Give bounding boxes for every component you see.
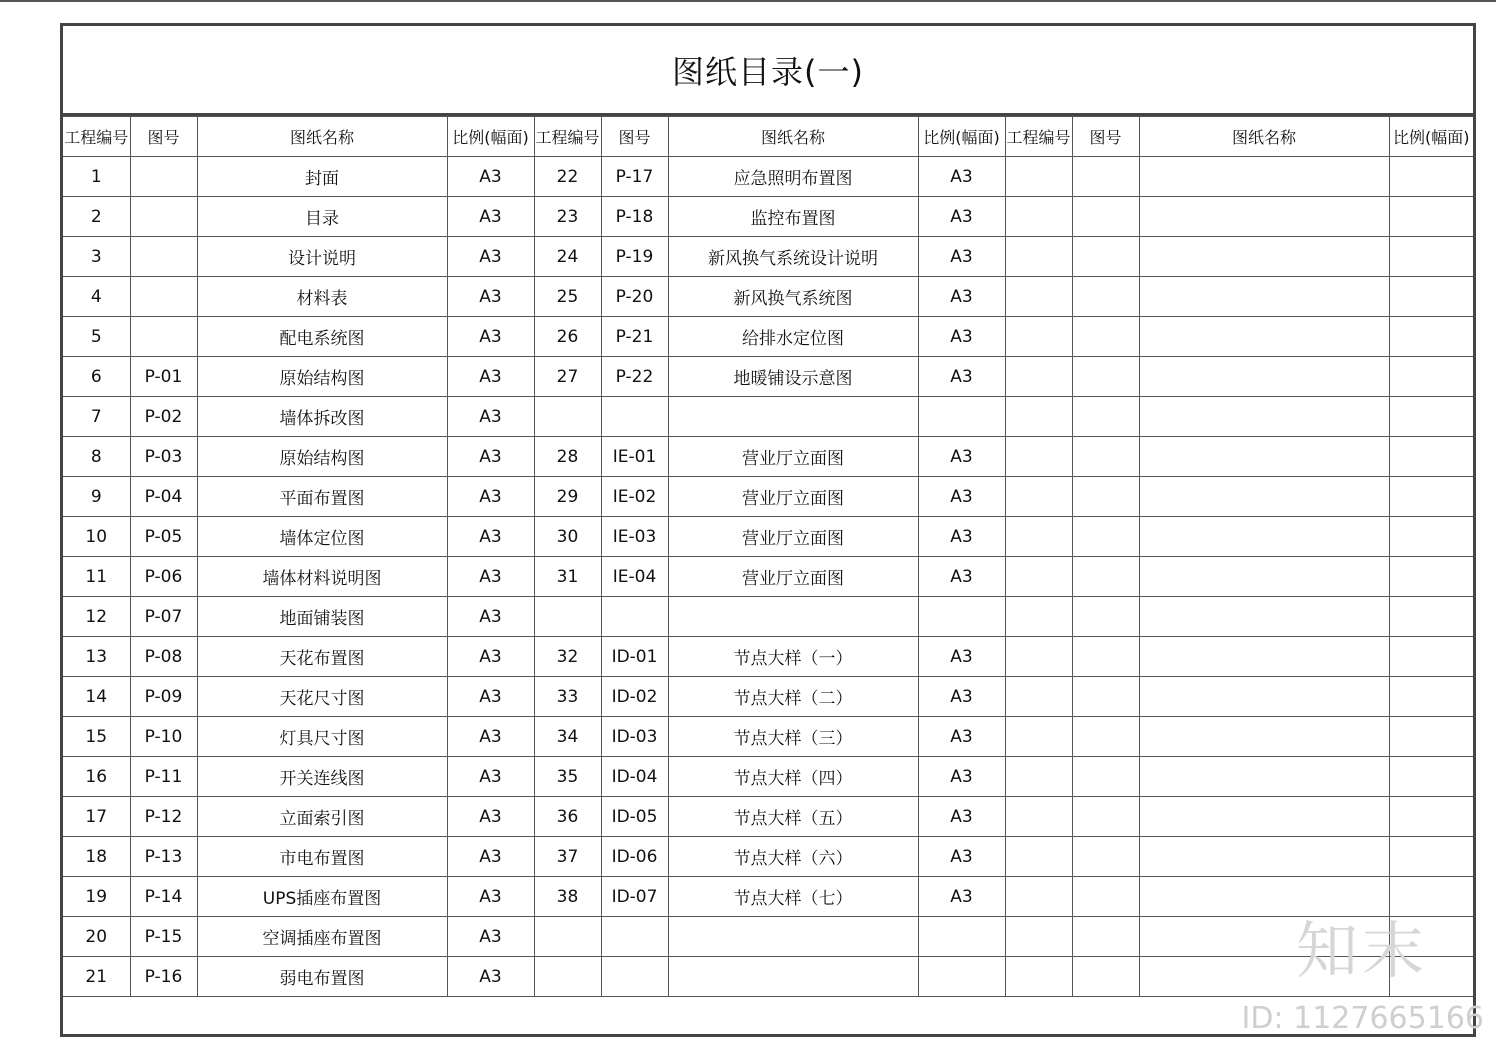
project-number-cell <box>1005 437 1072 477</box>
drawing-name-cell <box>1139 197 1389 237</box>
table-row <box>63 757 1473 797</box>
project-number-cell <box>1005 637 1072 677</box>
drawing-name-cell: 地面铺装图 <box>197 597 447 637</box>
drawing-name-cell: 封面 <box>197 157 447 197</box>
scale-cell <box>1389 397 1473 437</box>
drawing-name-cell: 天花尺寸图 <box>197 677 447 717</box>
table-header-row <box>63 117 1473 157</box>
project-number-cell: 6 <box>63 357 130 397</box>
scale-cell <box>1389 317 1473 357</box>
drawing-name-cell <box>1139 717 1389 757</box>
project-number-cell: 30 <box>534 517 601 557</box>
drawing-name-cell <box>1139 837 1389 877</box>
drawing-number-cell: P-09 <box>130 677 197 717</box>
drawing-name-cell: 设计说明 <box>197 237 447 277</box>
project-number-cell: 19 <box>63 877 130 917</box>
drawing-name-cell: 节点大样（四） <box>668 757 918 797</box>
drawing-name-cell: 材料表 <box>197 277 447 317</box>
scale-cell <box>1389 717 1473 757</box>
scale-cell: A3 <box>447 677 534 717</box>
scale-cell: A3 <box>447 717 534 757</box>
table-row <box>63 397 1473 437</box>
drawing-name-cell <box>1139 517 1389 557</box>
scale-cell: A3 <box>918 517 1005 557</box>
scale-cell <box>1389 477 1473 517</box>
project-number-cell <box>1005 957 1072 997</box>
project-number-cell <box>1005 597 1072 637</box>
column-header: 比例(幅面) <box>1389 117 1473 157</box>
project-number-cell <box>1005 837 1072 877</box>
scale-cell: A3 <box>918 237 1005 277</box>
scale-cell: A3 <box>918 357 1005 397</box>
title-block <box>63 26 1473 116</box>
drawing-number-cell <box>130 237 197 277</box>
column-header: 比例(幅面) <box>447 117 534 157</box>
scale-cell <box>1389 557 1473 597</box>
project-number-cell: 11 <box>63 557 130 597</box>
drawing-number-cell: P-14 <box>130 877 197 917</box>
project-number-cell: 10 <box>63 517 130 557</box>
scale-cell: A3 <box>447 637 534 677</box>
scale-cell: A3 <box>918 677 1005 717</box>
scale-cell: A3 <box>918 277 1005 317</box>
scale-cell <box>1389 437 1473 477</box>
drawing-number-cell <box>1072 157 1139 197</box>
drawing-name-cell: 节点大样（三） <box>668 717 918 757</box>
drawing-name-cell <box>1139 637 1389 677</box>
project-number-cell: 26 <box>534 317 601 357</box>
drawing-number-cell: ID-07 <box>601 877 668 917</box>
table-row <box>63 237 1473 277</box>
drawing-name-cell: 新风换气系统图 <box>668 277 918 317</box>
drawing-number-cell <box>130 197 197 237</box>
scale-cell: A3 <box>918 317 1005 357</box>
drawing-name-cell: 墙体材料说明图 <box>197 557 447 597</box>
drawing-number-cell: IE-03 <box>601 517 668 557</box>
project-number-cell: 4 <box>63 277 130 317</box>
drawing-name-cell: 配电系统图 <box>197 317 447 357</box>
column-header: 工程编号 <box>534 117 601 157</box>
table-row <box>63 957 1473 997</box>
project-number-cell <box>1005 557 1072 597</box>
drawing-number-cell: P-13 <box>130 837 197 877</box>
project-number-cell: 13 <box>63 637 130 677</box>
drawing-name-cell <box>1139 557 1389 597</box>
drawing-number-cell <box>1072 517 1139 557</box>
drawing-name-cell: 市电布置图 <box>197 837 447 877</box>
column-header: 工程编号 <box>63 117 130 157</box>
drawing-number-cell <box>1072 277 1139 317</box>
drawing-number-cell <box>130 157 197 197</box>
drawing-name-cell: 给排水定位图 <box>668 317 918 357</box>
project-number-cell <box>1005 797 1072 837</box>
project-number-cell: 12 <box>63 597 130 637</box>
drawing-name-cell: 营业厅立面图 <box>668 557 918 597</box>
drawing-number-cell <box>1072 557 1139 597</box>
scale-cell: A3 <box>918 197 1005 237</box>
drawing-name-cell: 节点大样（一） <box>668 637 918 677</box>
drawing-number-cell <box>1072 717 1139 757</box>
drawing-number-cell: P-12 <box>130 797 197 837</box>
drawing-name-cell: 应急照明布置图 <box>668 157 918 197</box>
drawing-name-cell: 弱电布置图 <box>197 957 447 997</box>
drawing-name-cell: 平面布置图 <box>197 477 447 517</box>
project-number-cell: 25 <box>534 277 601 317</box>
project-number-cell: 3 <box>63 237 130 277</box>
project-number-cell: 33 <box>534 677 601 717</box>
drawing-number-cell <box>1072 957 1139 997</box>
project-number-cell: 34 <box>534 717 601 757</box>
drawing-name-cell <box>668 957 918 997</box>
watermark-logo: 知末 <box>1295 914 1428 987</box>
column-header: 图纸名称 <box>668 117 918 157</box>
scale-cell: A3 <box>447 797 534 837</box>
project-number-cell <box>534 917 601 957</box>
drawing-number-cell <box>130 277 197 317</box>
drawing-number-cell: IE-02 <box>601 477 668 517</box>
drawing-name-cell <box>1139 797 1389 837</box>
drawing-sheet <box>60 23 1476 1037</box>
drawing-number-cell <box>1072 357 1139 397</box>
project-number-cell <box>1005 397 1072 437</box>
project-number-cell: 9 <box>63 477 130 517</box>
project-number-cell: 2 <box>63 197 130 237</box>
table-row <box>63 317 1473 357</box>
scale-cell: A3 <box>447 477 534 517</box>
table-row <box>63 277 1473 317</box>
drawing-number-cell: P-02 <box>130 397 197 437</box>
drawing-name-cell <box>668 917 918 957</box>
drawing-number-cell: ID-02 <box>601 677 668 717</box>
project-number-cell <box>1005 677 1072 717</box>
scale-cell: A3 <box>447 397 534 437</box>
drawing-name-cell: 新风换气系统设计说明 <box>668 237 918 277</box>
drawing-number-cell: P-06 <box>130 557 197 597</box>
scale-cell <box>1389 597 1473 637</box>
scale-cell: A3 <box>918 797 1005 837</box>
drawing-number-cell: ID-04 <box>601 757 668 797</box>
project-number-cell <box>1005 517 1072 557</box>
scale-cell <box>918 917 1005 957</box>
scale-cell <box>918 397 1005 437</box>
table-row <box>63 637 1473 677</box>
project-number-cell: 36 <box>534 797 601 837</box>
table-row <box>63 517 1473 557</box>
table-row <box>63 917 1473 957</box>
project-number-cell <box>534 597 601 637</box>
drawing-number-cell: IE-01 <box>601 437 668 477</box>
scale-cell <box>1389 637 1473 677</box>
scale-cell: A3 <box>447 237 534 277</box>
table-row <box>63 357 1473 397</box>
drawing-name-cell: 灯具尺寸图 <box>197 717 447 757</box>
project-number-cell: 28 <box>534 437 601 477</box>
project-number-cell: 38 <box>534 877 601 917</box>
drawing-number-cell: ID-06 <box>601 837 668 877</box>
scale-cell <box>1389 157 1473 197</box>
project-number-cell: 29 <box>534 477 601 517</box>
drawing-number-cell: P-22 <box>601 357 668 397</box>
drawing-catalog-table <box>63 116 1473 997</box>
drawing-number-cell: P-03 <box>130 437 197 477</box>
project-number-cell: 23 <box>534 197 601 237</box>
scale-cell: A3 <box>447 157 534 197</box>
project-number-cell <box>534 957 601 997</box>
project-number-cell: 8 <box>63 437 130 477</box>
scale-cell: A3 <box>447 517 534 557</box>
drawing-name-cell <box>1139 397 1389 437</box>
scale-cell <box>1389 757 1473 797</box>
scale-cell: A3 <box>918 637 1005 677</box>
scale-cell: A3 <box>918 437 1005 477</box>
column-header: 图纸名称 <box>197 117 447 157</box>
drawing-number-cell <box>601 917 668 957</box>
drawing-name-cell <box>1139 437 1389 477</box>
table-row <box>63 797 1473 837</box>
drawing-number-cell: P-21 <box>601 317 668 357</box>
drawing-number-cell: P-11 <box>130 757 197 797</box>
project-number-cell <box>1005 197 1072 237</box>
drawing-number-cell <box>601 397 668 437</box>
scale-cell <box>1389 837 1473 877</box>
project-number-cell <box>1005 877 1072 917</box>
scale-cell: A3 <box>447 877 534 917</box>
drawing-name-cell: 营业厅立面图 <box>668 517 918 557</box>
scale-cell: A3 <box>918 717 1005 757</box>
table-row <box>63 157 1473 197</box>
drawing-name-cell <box>1139 757 1389 797</box>
drawing-name-cell: 节点大样（七） <box>668 877 918 917</box>
project-number-cell: 15 <box>63 717 130 757</box>
scale-cell <box>1389 237 1473 277</box>
project-number-cell: 32 <box>534 637 601 677</box>
drawing-name-cell <box>1139 157 1389 197</box>
scale-cell: A3 <box>918 877 1005 917</box>
scale-cell <box>1389 357 1473 397</box>
drawing-number-cell <box>1072 437 1139 477</box>
project-number-cell <box>1005 237 1072 277</box>
sheet-title: 图纸目录(一) <box>672 52 864 91</box>
scale-cell <box>918 957 1005 997</box>
table-row <box>63 717 1473 757</box>
project-number-cell <box>1005 277 1072 317</box>
column-header: 图纸名称 <box>1139 117 1389 157</box>
drawing-name-cell: 监控布置图 <box>668 197 918 237</box>
drawing-name-cell <box>1139 357 1389 397</box>
watermark-id: ID: 1127665166 <box>1241 1001 1484 1036</box>
table-row <box>63 477 1473 517</box>
scale-cell: A3 <box>918 557 1005 597</box>
drawing-name-cell: 节点大样（六） <box>668 837 918 877</box>
drawing-name-cell: 原始结构图 <box>197 357 447 397</box>
project-number-cell: 21 <box>63 957 130 997</box>
scale-cell: A3 <box>447 957 534 997</box>
scale-cell: A3 <box>447 597 534 637</box>
drawing-number-cell <box>1072 397 1139 437</box>
drawing-name-cell: 空调插座布置图 <box>197 917 447 957</box>
scale-cell: A3 <box>447 357 534 397</box>
drawing-number-cell: ID-05 <box>601 797 668 837</box>
drawing-name-cell <box>668 397 918 437</box>
project-number-cell <box>534 397 601 437</box>
column-header: 图号 <box>601 117 668 157</box>
drawing-number-cell: P-01 <box>130 357 197 397</box>
drawing-number-cell <box>1072 637 1139 677</box>
drawing-number-cell: ID-01 <box>601 637 668 677</box>
project-number-cell <box>1005 717 1072 757</box>
scale-cell: A3 <box>447 197 534 237</box>
scale-cell: A3 <box>447 757 534 797</box>
project-number-cell: 24 <box>534 237 601 277</box>
table-row <box>63 557 1473 597</box>
drawing-name-cell: 天花布置图 <box>197 637 447 677</box>
scale-cell <box>1389 517 1473 557</box>
drawing-name-cell: 营业厅立面图 <box>668 477 918 517</box>
project-number-cell: 31 <box>534 557 601 597</box>
drawing-name-cell: 节点大样（二） <box>668 677 918 717</box>
drawing-number-cell <box>1072 757 1139 797</box>
drawing-number-cell <box>1072 877 1139 917</box>
drawing-number-cell <box>1072 917 1139 957</box>
drawing-number-cell <box>1072 677 1139 717</box>
drawing-number-cell <box>1072 797 1139 837</box>
drawing-name-cell: 开关连线图 <box>197 757 447 797</box>
column-header: 工程编号 <box>1005 117 1072 157</box>
drawing-number-cell: P-16 <box>130 957 197 997</box>
scale-cell: A3 <box>447 437 534 477</box>
drawing-name-cell: 墙体定位图 <box>197 517 447 557</box>
scale-cell <box>1389 277 1473 317</box>
drawing-number-cell: ID-03 <box>601 717 668 757</box>
drawing-name-cell <box>1139 677 1389 717</box>
project-number-cell <box>1005 757 1072 797</box>
project-number-cell <box>1005 477 1072 517</box>
scale-cell: A3 <box>447 917 534 957</box>
drawing-name-cell: 立面索引图 <box>197 797 447 837</box>
scale-cell: A3 <box>918 157 1005 197</box>
project-number-cell: 7 <box>63 397 130 437</box>
drawing-number-cell: P-07 <box>130 597 197 637</box>
project-number-cell <box>1005 157 1072 197</box>
drawing-number-cell: P-05 <box>130 517 197 557</box>
project-number-cell: 16 <box>63 757 130 797</box>
drawing-number-cell: P-18 <box>601 197 668 237</box>
drawing-name-cell: 原始结构图 <box>197 437 447 477</box>
project-number-cell: 5 <box>63 317 130 357</box>
drawing-name-cell: 地暖铺设示意图 <box>668 357 918 397</box>
drawing-number-cell: P-04 <box>130 477 197 517</box>
drawing-number-cell: P-15 <box>130 917 197 957</box>
scale-cell: A3 <box>447 557 534 597</box>
drawing-name-cell <box>668 597 918 637</box>
drawing-name-cell <box>1139 597 1389 637</box>
scale-cell: A3 <box>918 837 1005 877</box>
column-header: 比例(幅面) <box>918 117 1005 157</box>
drawing-number-cell <box>1072 477 1139 517</box>
column-header: 图号 <box>130 117 197 157</box>
project-number-cell: 1 <box>63 157 130 197</box>
table-row <box>63 437 1473 477</box>
drawing-number-cell <box>1072 197 1139 237</box>
project-number-cell: 37 <box>534 837 601 877</box>
table-row <box>63 597 1473 637</box>
project-number-cell: 20 <box>63 917 130 957</box>
project-number-cell: 35 <box>534 757 601 797</box>
drawing-number-cell: P-19 <box>601 237 668 277</box>
drawing-number-cell <box>1072 597 1139 637</box>
drawing-number-cell: IE-04 <box>601 557 668 597</box>
drawing-number-cell: P-20 <box>601 277 668 317</box>
project-number-cell: 22 <box>534 157 601 197</box>
drawing-number-cell <box>130 317 197 357</box>
project-number-cell: 18 <box>63 837 130 877</box>
column-header: 图号 <box>1072 117 1139 157</box>
top-border-line <box>0 0 1496 2</box>
drawing-number-cell <box>601 957 668 997</box>
scale-cell: A3 <box>447 837 534 877</box>
scale-cell: A3 <box>918 757 1005 797</box>
table-row <box>63 837 1473 877</box>
drawing-name-cell: 墙体拆改图 <box>197 397 447 437</box>
drawing-name-cell: 目录 <box>197 197 447 237</box>
scale-cell: A3 <box>447 317 534 357</box>
table-row <box>63 677 1473 717</box>
drawing-number-cell <box>601 597 668 637</box>
project-number-cell <box>1005 357 1072 397</box>
drawing-number-cell <box>1072 317 1139 357</box>
scale-cell <box>1389 197 1473 237</box>
scale-cell <box>1389 677 1473 717</box>
project-number-cell <box>1005 317 1072 357</box>
drawing-name-cell <box>1139 477 1389 517</box>
project-number-cell: 14 <box>63 677 130 717</box>
scale-cell: A3 <box>447 277 534 317</box>
drawing-number-cell <box>1072 237 1139 277</box>
table-row <box>63 877 1473 917</box>
scale-cell <box>918 597 1005 637</box>
drawing-name-cell: UPS插座布置图 <box>197 877 447 917</box>
project-number-cell <box>1005 917 1072 957</box>
drawing-name-cell <box>1139 237 1389 277</box>
table-row <box>63 197 1473 237</box>
drawing-number-cell: P-10 <box>130 717 197 757</box>
project-number-cell: 27 <box>534 357 601 397</box>
drawing-name-cell <box>1139 277 1389 317</box>
drawing-number-cell: P-17 <box>601 157 668 197</box>
drawing-name-cell: 营业厅立面图 <box>668 437 918 477</box>
drawing-name-cell <box>1139 317 1389 357</box>
scale-cell: A3 <box>918 477 1005 517</box>
drawing-name-cell: 节点大样（五） <box>668 797 918 837</box>
project-number-cell: 17 <box>63 797 130 837</box>
drawing-number-cell <box>1072 837 1139 877</box>
scale-cell <box>1389 797 1473 837</box>
drawing-number-cell: P-08 <box>130 637 197 677</box>
